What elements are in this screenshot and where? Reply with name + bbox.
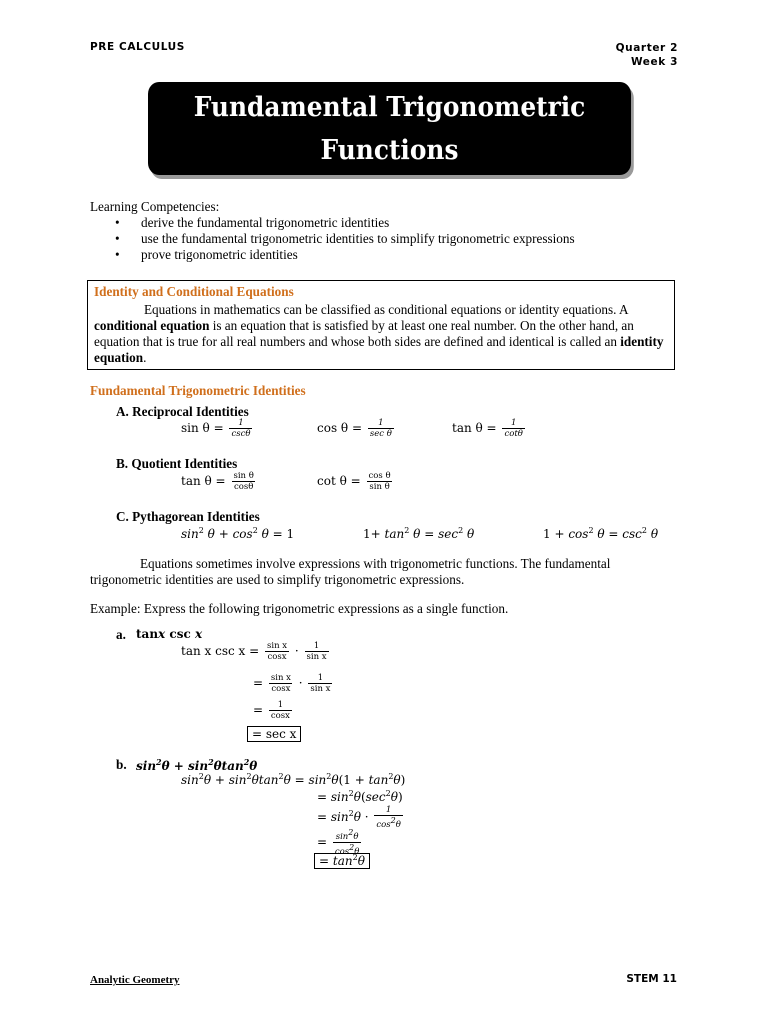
competencies-heading: Learning Competencies: bbox=[90, 199, 220, 214]
subject-label: PRE CALCULUS bbox=[90, 41, 185, 53]
identities-heading: Fundamental Trigonometric Identities bbox=[90, 383, 306, 398]
footer-subject: Analytic Geometry bbox=[90, 974, 180, 986]
reciprocal-cos: cos θ = $\frac{1}{\text{sec θ}}$ bbox=[317, 418, 392, 439]
learning-competencies bbox=[90, 199, 690, 263]
definition-box bbox=[87, 280, 675, 370]
example-prompt: Example: Express the following trigonometric expressions as a single function. bbox=[90, 601, 509, 616]
example-a-step-2: = $\frac{\text{sin x}}{\cos x}$ · $\frac{1}{\text{sin x}}$ bbox=[253, 673, 331, 694]
week-label: Week 3 bbox=[631, 56, 678, 68]
definition-text: Equations in mathematics can be classified as conditional equations or identity equations. A conditional equation is an equation that is satisfied by at least one real number. On the other hand, an equation that is true for all real numbers and whose both sides are defined and identical is called an identity equation. bbox=[94, 302, 664, 365]
example-b-step-2: = $\sin^2\theta(\sec^2\theta)$ bbox=[317, 789, 403, 804]
page-title bbox=[148, 82, 631, 175]
reciprocal-sin: sin θ = $\frac{1}{\csc\theta}$ bbox=[181, 418, 251, 439]
example-b-label: b. bbox=[116, 757, 127, 772]
pythagorean-eq-2: $1+ \tan^2 \theta = \sec^2 \theta$ bbox=[363, 526, 475, 541]
competency-item: • derive the fundamental trigonometric identities bbox=[115, 215, 390, 230]
example-b-step-3: = $\sin^2\theta$ · $\frac{1}{\cos^2\theta}$ bbox=[317, 805, 401, 830]
competency-item: • prove trigonometric identities bbox=[115, 247, 298, 262]
quarter-week bbox=[616, 41, 678, 69]
reciprocal-tan: tan θ = $\frac{1}{\cot\theta}$ bbox=[452, 418, 523, 439]
competency-list bbox=[115, 215, 690, 263]
example-b-step-4: = $\frac{\sin^2\theta}{\cos^2\theta}$ bbox=[317, 828, 360, 857]
example-b-expression: $\sin^2\theta + \sin^2\theta\tan^2\theta$ bbox=[136, 757, 258, 773]
quotient-tan: tan θ = $\frac{\text{sin θ}}{\cos\theta}$ bbox=[181, 471, 254, 492]
title-line-2: Functions bbox=[320, 134, 459, 166]
intro-paragraph: Equations sometimes involve expressions with trigonometric functions. The fundamental trigonometric identities are used to simplify trigonometric expressions. bbox=[90, 556, 611, 587]
example-a-label: a. bbox=[116, 627, 126, 642]
definition-heading: Identity and Conditional Equations bbox=[94, 284, 294, 299]
example-a-result: = sec x bbox=[247, 727, 301, 741]
example-a-step-3: = $\frac{1}{\cos x}$ bbox=[253, 700, 290, 721]
quarter-label: Quarter 2 bbox=[615, 42, 678, 54]
competency-item: • use the fundamental trigonometric identities to simplify trigonometric expressions bbox=[115, 231, 575, 246]
quotient-cot: cot θ = $\frac{\text{cos θ}}{\text{sin θ}}$ bbox=[317, 471, 391, 492]
footer-strand: STEM 11 bbox=[626, 973, 677, 985]
pythagorean-label: C. Pythagorean Identities bbox=[116, 509, 260, 524]
title-line-1: Fundamental Trigonometric bbox=[193, 91, 586, 123]
pythagorean-eq-1: $\sin^2 \theta + \cos^2 \theta = 1$ bbox=[181, 526, 295, 541]
pythagorean-eq-3: $1 + \cos^2 \theta = \csc^2 \theta$ bbox=[543, 526, 659, 541]
example-a-step-1: tan x csc x = $\frac{\text{sin x}}{\cos x}$ · $\frac{1}{\text{sin x}}$ bbox=[181, 641, 327, 662]
example-b-result: = $\tan^2\theta$ bbox=[314, 853, 370, 868]
reciprocal-label: A. Reciprocal Identities bbox=[116, 404, 249, 419]
example-a-expression: tanx csc x bbox=[136, 627, 203, 641]
example-b-step-1: $\sin^2\theta + \sin^2\theta\tan^2\theta = \sin^2\theta(1 + \tan^2\theta)$ bbox=[181, 772, 406, 787]
quotient-label: B. Quotient Identities bbox=[116, 456, 238, 471]
